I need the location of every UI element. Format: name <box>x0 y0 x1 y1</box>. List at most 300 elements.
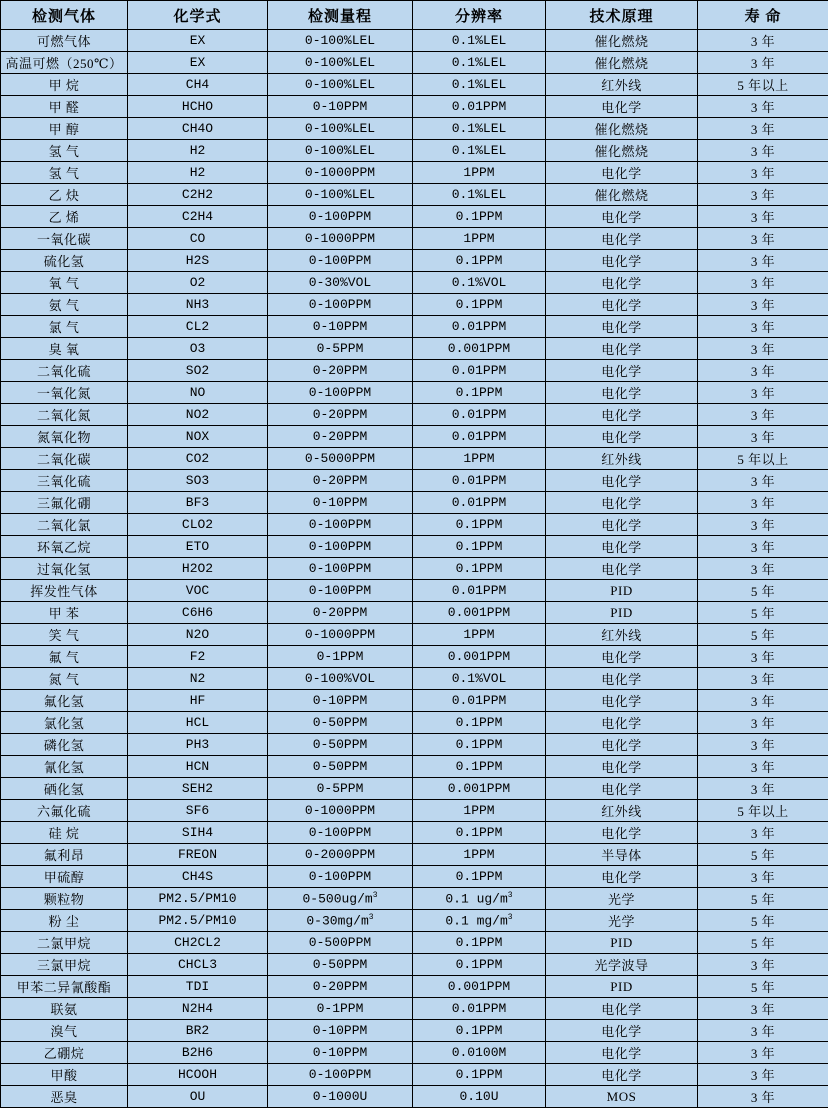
cell-technology: 电化学 <box>546 668 698 690</box>
cell-resolution: 0.1 $ug/m^3$ <box>413 888 546 910</box>
table-row <box>1 426 828 448</box>
cell-resolution: 0.01PPM <box>413 998 546 1020</box>
cell-lifetime: 3 年 <box>698 316 828 338</box>
cell-resolution: 0.01PPM <box>413 96 546 118</box>
cell-gas-name: 氢 气 <box>1 140 128 162</box>
cell-lifetime: 3 年 <box>698 228 828 250</box>
cell-lifetime: 5 年 <box>698 624 828 646</box>
cell-lifetime: 3 年 <box>698 778 828 800</box>
table-row <box>1 998 828 1020</box>
cell-detection-range: 0-100%LEL <box>268 74 413 96</box>
cell-gas-name: 乙 烯 <box>1 206 128 228</box>
table-row <box>1 184 828 206</box>
cell-chemical-formula: PM2.5/PM10 <box>128 888 268 910</box>
cell-technology: PID <box>546 602 698 624</box>
cell-resolution: 0.1%VOL <box>413 272 546 294</box>
cell-technology: 电化学 <box>546 712 698 734</box>
cell-chemical-formula: PH3 <box>128 734 268 756</box>
cell-detection-range: 0-100PPM <box>268 514 413 536</box>
cell-lifetime: 3 年 <box>698 272 828 294</box>
cell-gas-name: 二氧化硫 <box>1 360 128 382</box>
cell-gas-name: 氟化氢 <box>1 690 128 712</box>
cell-lifetime: 3 年 <box>698 96 828 118</box>
table-row <box>1 382 828 404</box>
cell-technology: 电化学 <box>546 866 698 888</box>
cell-resolution: 0.1%LEL <box>413 140 546 162</box>
cell-lifetime: 3 年 <box>698 668 828 690</box>
cell-lifetime: 3 年 <box>698 360 828 382</box>
cell-lifetime: 3 年 <box>698 140 828 162</box>
cell-chemical-formula: HF <box>128 690 268 712</box>
cell-gas-name: 硒化氢 <box>1 778 128 800</box>
cell-gas-name: 三氟化硼 <box>1 492 128 514</box>
cell-technology: 电化学 <box>546 470 698 492</box>
cell-lifetime: 3 年 <box>698 1086 828 1108</box>
cell-gas-name: 乙硼烷 <box>1 1042 128 1064</box>
cell-lifetime: 5 年 <box>698 602 828 624</box>
cell-gas-name: 三氯甲烷 <box>1 954 128 976</box>
cell-chemical-formula: OU <box>128 1086 268 1108</box>
cell-chemical-formula: SIH4 <box>128 822 268 844</box>
table-row <box>1 448 828 470</box>
table-row <box>1 602 828 624</box>
table-row <box>1 316 828 338</box>
table-row <box>1 1020 828 1042</box>
cell-gas-name: 可燃气体 <box>1 30 128 52</box>
cell-technology: 电化学 <box>546 338 698 360</box>
cell-technology: 电化学 <box>546 162 698 184</box>
table-row <box>1 976 828 998</box>
cell-gas-name: 二氧化氮 <box>1 404 128 426</box>
cell-resolution: 0.1%VOL <box>413 668 546 690</box>
cell-chemical-formula: H2 <box>128 140 268 162</box>
cell-chemical-formula: H2O2 <box>128 558 268 580</box>
cell-detection-range: 0-20PPM <box>268 404 413 426</box>
cell-detection-range: 0-100PPM <box>268 558 413 580</box>
cell-technology: PID <box>546 580 698 602</box>
cell-lifetime: 3 年 <box>698 404 828 426</box>
cell-detection-range: 0-50PPM <box>268 712 413 734</box>
cell-resolution: 1PPM <box>413 448 546 470</box>
table-row <box>1 360 828 382</box>
table-row <box>1 206 828 228</box>
table-row <box>1 778 828 800</box>
cell-lifetime: 3 年 <box>698 426 828 448</box>
cell-lifetime: 3 年 <box>698 338 828 360</box>
cell-lifetime: 3 年 <box>698 470 828 492</box>
cell-technology: 电化学 <box>546 382 698 404</box>
cell-technology: 电化学 <box>546 294 698 316</box>
cell-technology: 电化学 <box>546 228 698 250</box>
cell-technology: 光学波导 <box>546 954 698 976</box>
cell-technology: 电化学 <box>546 404 698 426</box>
cell-chemical-formula: PM2.5/PM10 <box>128 910 268 932</box>
cell-lifetime: 5 年 <box>698 844 828 866</box>
cell-gas-name: 环氧乙烷 <box>1 536 128 558</box>
header-technology: 技术原理 <box>546 1 698 30</box>
cell-technology: 催化燃烧 <box>546 52 698 74</box>
cell-chemical-formula: FREON <box>128 844 268 866</box>
cell-technology: PID <box>546 976 698 998</box>
cell-detection-range: 0-50PPM <box>268 734 413 756</box>
cell-chemical-formula: HCN <box>128 756 268 778</box>
table-row <box>1 932 828 954</box>
table-row <box>1 910 828 932</box>
table-row <box>1 1042 828 1064</box>
cell-detection-range: 0-10PPM <box>268 96 413 118</box>
cell-detection-range: 0-1000PPM <box>268 228 413 250</box>
cell-detection-range: 0-20PPM <box>268 470 413 492</box>
cell-resolution: 0.01PPM <box>413 470 546 492</box>
cell-detection-range: 0-100%LEL <box>268 140 413 162</box>
table-row <box>1 712 828 734</box>
cell-detection-range: 0-10PPM <box>268 1042 413 1064</box>
cell-gas-name: 氟利昂 <box>1 844 128 866</box>
cell-detection-range: $0-500ug/m^3$ <box>268 888 413 910</box>
cell-lifetime: 3 年 <box>698 162 828 184</box>
cell-technology: 电化学 <box>546 1042 698 1064</box>
cell-technology: 电化学 <box>546 1020 698 1042</box>
cell-gas-name: 六氟化硫 <box>1 800 128 822</box>
table-row <box>1 558 828 580</box>
cell-gas-name: 氮氧化物 <box>1 426 128 448</box>
cell-chemical-formula: CO <box>128 228 268 250</box>
cell-detection-range: 0-100PPM <box>268 536 413 558</box>
cell-chemical-formula: N2H4 <box>128 998 268 1020</box>
cell-gas-name: 三氧化硫 <box>1 470 128 492</box>
cell-resolution: 0.1PPM <box>413 712 546 734</box>
cell-technology: 电化学 <box>546 250 698 272</box>
table-row <box>1 338 828 360</box>
cell-resolution: 1PPM <box>413 162 546 184</box>
cell-gas-name: 氢 气 <box>1 162 128 184</box>
cell-chemical-formula: CH2CL2 <box>128 932 268 954</box>
table-row <box>1 668 828 690</box>
cell-chemical-formula: CHCL3 <box>128 954 268 976</box>
cell-lifetime: 5 年 <box>698 976 828 998</box>
cell-chemical-formula: C6H6 <box>128 602 268 624</box>
cell-technology: MOS <box>546 1086 698 1108</box>
cell-gas-name: 二氧化氯 <box>1 514 128 536</box>
header-chemical-formula: 化学式 <box>128 1 268 30</box>
cell-technology: 红外线 <box>546 74 698 96</box>
cell-detection-range: 0-10PPM <box>268 492 413 514</box>
cell-chemical-formula: C2H4 <box>128 206 268 228</box>
cell-resolution: 0.1PPM <box>413 756 546 778</box>
cell-resolution: 0.1PPM <box>413 822 546 844</box>
cell-chemical-formula: CH4O <box>128 118 268 140</box>
table-row <box>1 514 828 536</box>
cell-gas-name: 粉 尘 <box>1 910 128 932</box>
cell-chemical-formula: CH4S <box>128 866 268 888</box>
cell-detection-range: 0-100%LEL <box>268 52 413 74</box>
table-row <box>1 492 828 514</box>
cell-resolution: 0.01PPM <box>413 316 546 338</box>
cell-detection-range: 0-100PPM <box>268 250 413 272</box>
cell-chemical-formula: NO <box>128 382 268 404</box>
cell-gas-name: 颗粒物 <box>1 888 128 910</box>
table-row <box>1 734 828 756</box>
cell-technology: 红外线 <box>546 800 698 822</box>
table-row <box>1 646 828 668</box>
cell-lifetime: 3 年 <box>698 250 828 272</box>
cell-technology: 红外线 <box>546 624 698 646</box>
cell-lifetime: 3 年 <box>698 492 828 514</box>
cell-resolution: 0.01PPM <box>413 426 546 448</box>
cell-lifetime: 3 年 <box>698 756 828 778</box>
cell-technology: 电化学 <box>546 536 698 558</box>
table-row <box>1 756 828 778</box>
cell-chemical-formula: N2O <box>128 624 268 646</box>
cell-resolution: 0.1PPM <box>413 536 546 558</box>
cell-gas-name: 一氧化碳 <box>1 228 128 250</box>
cell-chemical-formula: TDI <box>128 976 268 998</box>
cell-lifetime: 3 年 <box>698 690 828 712</box>
cell-lifetime: 5 年以上 <box>698 448 828 470</box>
table-row <box>1 954 828 976</box>
cell-chemical-formula: O3 <box>128 338 268 360</box>
table-row <box>1 228 828 250</box>
cell-lifetime: 3 年 <box>698 712 828 734</box>
cell-lifetime: 3 年 <box>698 184 828 206</box>
header-resolution: 分辨率 <box>413 1 546 30</box>
cell-resolution: 0.1PPM <box>413 734 546 756</box>
cell-detection-range: $0-30mg/m^3$ <box>268 910 413 932</box>
cell-resolution: 0.001PPM <box>413 646 546 668</box>
table-row <box>1 888 828 910</box>
cell-gas-name: 高温可燃（250℃） <box>1 52 128 74</box>
table-row <box>1 866 828 888</box>
table-row <box>1 844 828 866</box>
cell-detection-range: 0-1PPM <box>268 646 413 668</box>
cell-detection-range: 0-100PPM <box>268 866 413 888</box>
cell-gas-name: 氨 气 <box>1 294 128 316</box>
cell-lifetime: 3 年 <box>698 866 828 888</box>
cell-chemical-formula: SO3 <box>128 470 268 492</box>
cell-resolution: 0.001PPM <box>413 976 546 998</box>
table-row <box>1 250 828 272</box>
cell-technology: 催化燃烧 <box>546 118 698 140</box>
cell-chemical-formula: CL2 <box>128 316 268 338</box>
cell-detection-range: 0-100PPM <box>268 822 413 844</box>
cell-gas-name: 甲 苯 <box>1 602 128 624</box>
cell-resolution: 0.1%LEL <box>413 30 546 52</box>
cell-detection-range: 0-5PPM <box>268 338 413 360</box>
cell-detection-range: 0-100PPM <box>268 382 413 404</box>
cell-resolution: 0.01PPM <box>413 580 546 602</box>
cell-gas-name: 氟 气 <box>1 646 128 668</box>
cell-lifetime: 3 年 <box>698 52 828 74</box>
cell-resolution: 0.01PPM <box>413 690 546 712</box>
cell-detection-range: 0-10PPM <box>268 316 413 338</box>
cell-chemical-formula: HCOOH <box>128 1064 268 1086</box>
cell-gas-name: 氰化氢 <box>1 756 128 778</box>
cell-chemical-formula: BF3 <box>128 492 268 514</box>
cell-resolution: 0.1PPM <box>413 932 546 954</box>
cell-chemical-formula: CO2 <box>128 448 268 470</box>
cell-detection-range: 0-5PPM <box>268 778 413 800</box>
cell-technology: 电化学 <box>546 998 698 1020</box>
cell-resolution: 0.1PPM <box>413 514 546 536</box>
cell-detection-range: 0-20PPM <box>268 976 413 998</box>
cell-gas-name: 甲硫醇 <box>1 866 128 888</box>
cell-technology: 电化学 <box>546 756 698 778</box>
table-row <box>1 690 828 712</box>
cell-lifetime: 3 年 <box>698 294 828 316</box>
cell-chemical-formula: EX <box>128 30 268 52</box>
cell-gas-name: 氮 气 <box>1 668 128 690</box>
cell-resolution: 1PPM <box>413 624 546 646</box>
cell-resolution: 0.1PPM <box>413 1020 546 1042</box>
cell-detection-range: 0-5000PPM <box>268 448 413 470</box>
cell-chemical-formula: SEH2 <box>128 778 268 800</box>
cell-resolution: 0.1%LEL <box>413 52 546 74</box>
cell-chemical-formula: F2 <box>128 646 268 668</box>
cell-lifetime: 3 年 <box>698 1042 828 1064</box>
table-row <box>1 470 828 492</box>
cell-resolution: 0.1%LEL <box>413 74 546 96</box>
cell-technology: 光学 <box>546 888 698 910</box>
cell-resolution: 0.10U <box>413 1086 546 1108</box>
cell-chemical-formula: C2H2 <box>128 184 268 206</box>
cell-detection-range: 0-50PPM <box>268 954 413 976</box>
cell-lifetime: 3 年 <box>698 646 828 668</box>
table-row <box>1 74 828 96</box>
cell-detection-range: 0-2000PPM <box>268 844 413 866</box>
cell-gas-name: 挥发性气体 <box>1 580 128 602</box>
cell-technology: 光学 <box>546 910 698 932</box>
cell-detection-range: 0-1000U <box>268 1086 413 1108</box>
cell-resolution: 0.1PPM <box>413 1064 546 1086</box>
cell-lifetime: 5 年以上 <box>698 800 828 822</box>
cell-detection-range: 0-100%VOL <box>268 668 413 690</box>
cell-resolution: 1PPM <box>413 844 546 866</box>
cell-technology: 催化燃烧 <box>546 184 698 206</box>
cell-chemical-formula: NH3 <box>128 294 268 316</box>
table-row <box>1 96 828 118</box>
cell-resolution: 0.1%LEL <box>413 118 546 140</box>
cell-resolution: 0.1PPM <box>413 866 546 888</box>
cell-gas-name: 硅 烷 <box>1 822 128 844</box>
cell-chemical-formula: EX <box>128 52 268 74</box>
cell-detection-range: 0-1000PPM <box>268 162 413 184</box>
cell-chemical-formula: VOC <box>128 580 268 602</box>
cell-lifetime: 3 年 <box>698 734 828 756</box>
cell-detection-range: 0-100PPM <box>268 206 413 228</box>
cell-resolution: 0.01PPM <box>413 360 546 382</box>
cell-technology: 电化学 <box>546 492 698 514</box>
cell-technology: 电化学 <box>546 822 698 844</box>
cell-resolution: 0.1PPM <box>413 206 546 228</box>
cell-detection-range: 0-100%LEL <box>268 184 413 206</box>
cell-technology: 电化学 <box>546 646 698 668</box>
cell-gas-name: 恶臭 <box>1 1086 128 1108</box>
cell-detection-range: 0-100PPM <box>268 580 413 602</box>
cell-detection-range: 0-1000PPM <box>268 624 413 646</box>
cell-technology: 半导体 <box>546 844 698 866</box>
cell-lifetime: 5 年 <box>698 932 828 954</box>
cell-detection-range: 0-10PPM <box>268 690 413 712</box>
table-row <box>1 404 828 426</box>
table-row <box>1 1064 828 1086</box>
table-row <box>1 30 828 52</box>
cell-lifetime: 3 年 <box>698 1064 828 1086</box>
table-body <box>1 30 828 1108</box>
table-row <box>1 272 828 294</box>
cell-gas-name: 联氨 <box>1 998 128 1020</box>
cell-chemical-formula: BR2 <box>128 1020 268 1042</box>
cell-technology: 电化学 <box>546 272 698 294</box>
cell-chemical-formula: H2 <box>128 162 268 184</box>
cell-technology: 电化学 <box>546 206 698 228</box>
cell-detection-range: 0-100PPM <box>268 1064 413 1086</box>
cell-chemical-formula: SO2 <box>128 360 268 382</box>
header-lifetime: 寿 命 <box>698 1 828 30</box>
cell-gas-name: 乙 炔 <box>1 184 128 206</box>
cell-lifetime: 5 年 <box>698 580 828 602</box>
table-row <box>1 800 828 822</box>
cell-technology: 电化学 <box>546 316 698 338</box>
cell-technology: PID <box>546 932 698 954</box>
cell-chemical-formula: B2H6 <box>128 1042 268 1064</box>
table-header-row <box>1 1 828 30</box>
cell-lifetime: 3 年 <box>698 558 828 580</box>
cell-resolution: 0.1PPM <box>413 954 546 976</box>
cell-technology: 电化学 <box>546 1064 698 1086</box>
cell-resolution: 0.0100M <box>413 1042 546 1064</box>
cell-lifetime: 3 年 <box>698 382 828 404</box>
cell-gas-name: 溴气 <box>1 1020 128 1042</box>
cell-gas-name: 硫化氢 <box>1 250 128 272</box>
cell-detection-range: 0-30%VOL <box>268 272 413 294</box>
cell-lifetime: 5 年 <box>698 910 828 932</box>
table-row <box>1 294 828 316</box>
cell-lifetime: 3 年 <box>698 514 828 536</box>
cell-detection-range: 0-20PPM <box>268 360 413 382</box>
cell-resolution: 0.1PPM <box>413 250 546 272</box>
header-gas-name: 检测气体 <box>1 1 128 30</box>
table-row <box>1 162 828 184</box>
cell-detection-range: 0-10PPM <box>268 1020 413 1042</box>
cell-detection-range: 0-100%LEL <box>268 30 413 52</box>
cell-gas-name: 甲 醛 <box>1 96 128 118</box>
cell-technology: 电化学 <box>546 426 698 448</box>
cell-lifetime: 3 年 <box>698 118 828 140</box>
cell-detection-range: 0-20PPM <box>268 602 413 624</box>
cell-technology: 电化学 <box>546 514 698 536</box>
cell-technology: 红外线 <box>546 448 698 470</box>
cell-lifetime: 3 年 <box>698 536 828 558</box>
cell-gas-name: 氯化氢 <box>1 712 128 734</box>
cell-lifetime: 5 年 <box>698 888 828 910</box>
table-row <box>1 52 828 74</box>
table-row <box>1 822 828 844</box>
cell-resolution: 0.01PPM <box>413 492 546 514</box>
cell-gas-name: 臭 氧 <box>1 338 128 360</box>
cell-gas-name: 甲酸 <box>1 1064 128 1086</box>
cell-resolution: 0.001PPM <box>413 778 546 800</box>
cell-resolution: 0.001PPM <box>413 602 546 624</box>
cell-resolution: 0.1PPM <box>413 294 546 316</box>
cell-technology: 电化学 <box>546 96 698 118</box>
cell-chemical-formula: HCL <box>128 712 268 734</box>
cell-gas-name: 甲苯二异氰酸酯 <box>1 976 128 998</box>
table-row <box>1 536 828 558</box>
cell-lifetime: 3 年 <box>698 206 828 228</box>
cell-gas-name: 一氧化氮 <box>1 382 128 404</box>
cell-resolution: 1PPM <box>413 800 546 822</box>
cell-detection-range: 0-1PPM <box>268 998 413 1020</box>
